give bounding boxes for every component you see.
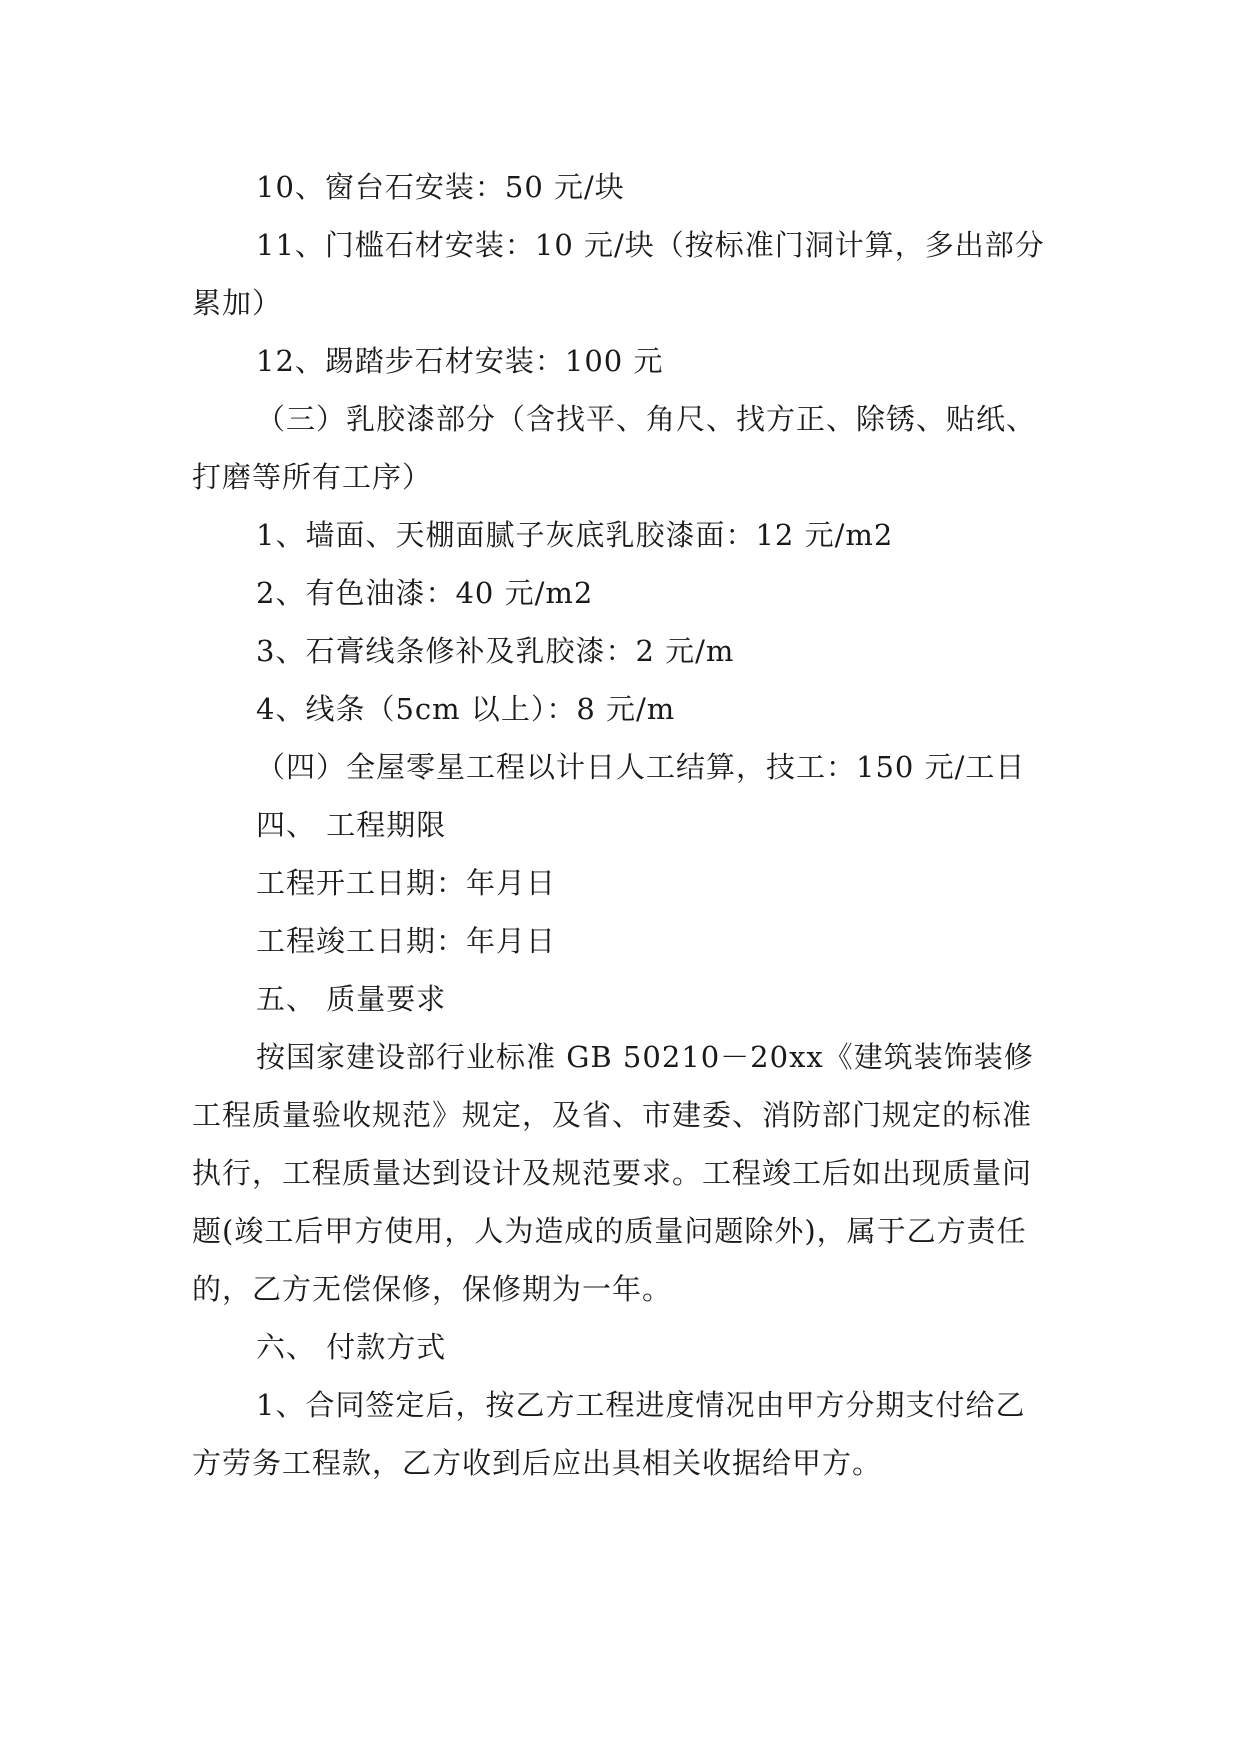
paint-item-2: 2、有色油漆：40 元/m2	[256, 576, 594, 610]
section-latex-paint-heading: （三）乳胶漆部分（含找平、角尺、找方正、除锈、贴纸、打磨等所有工序）	[192, 402, 1037, 494]
document-body	[192, 158, 1050, 1492]
section-4-heading: 四、 工程期限	[256, 808, 447, 842]
section-6-heading: 六、 付款方式	[256, 1330, 447, 1364]
paint-item-4: 4、线条（5cm 以上）：8 元/m	[256, 692, 676, 726]
quality-requirements-paragraph: 按国家建设部行业标准 GB 50210－20xx《建筑装饰装修工程质量验收规范》规定，及省、市建委、消防部门规定的标准执行，工程质量达到设计及规范要求。工程竣工后如出现质量问题(竣工后甲方使用，人为造成的质量问题除外)，属于乙方责任的，乙方无偿保修，保修期为一年。	[192, 1040, 1034, 1306]
completion-date-line: 工程竣工日期：年月日	[256, 924, 557, 958]
start-date-line: 工程开工日期：年月日	[256, 866, 557, 900]
paint-item-3: 3、石膏线条修补及乳胶漆：2 元/m	[256, 634, 735, 668]
item-12-step-stone: 12、踢踏步石材安装：100 元	[256, 344, 664, 378]
item-11-threshold-stone: 11、门槛石材安装：10 元/块（按标准门洞计算，多出部分累加）	[192, 228, 1045, 320]
section-5-heading: 五、 质量要求	[256, 982, 447, 1016]
item-10-window-sill: 10、窗台石安装：50 元/块	[256, 170, 625, 204]
paint-item-1: 1、墙面、天棚面腻子灰底乳胶漆面：12 元/m2	[256, 518, 894, 552]
payment-item-1: 1、合同签定后，按乙方工程进度情况由甲方分期支付给乙方劳务工程款，乙方收到后应出具相关收据给甲方。	[192, 1388, 1026, 1480]
section-misc-work: （四）全屋零星工程以计日人工结算，技工：150 元/工日	[256, 750, 1026, 784]
